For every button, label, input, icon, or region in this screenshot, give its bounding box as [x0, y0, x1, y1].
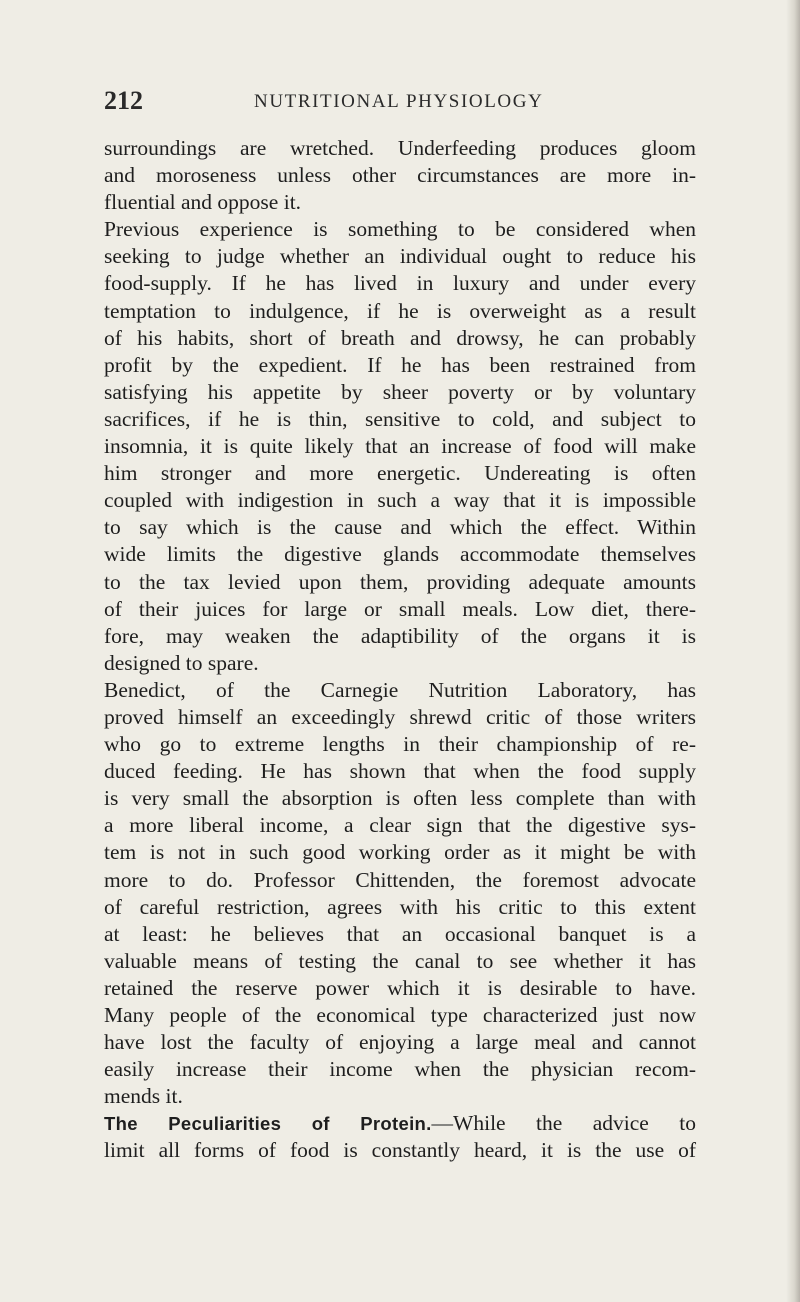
text-line: a more liberal income, a clear sign that the digestive sys- — [104, 813, 696, 838]
text-line: and moroseness unless other circumstances are more in- — [104, 163, 696, 188]
text-line: insomnia, it is quite likely that an increase of food will make — [104, 434, 696, 459]
text-line: of their juices for large or small meals. Low diet, there- — [104, 596, 696, 621]
text-line: Benedict, of the Carnegie Nutrition Laboratory, has — [104, 677, 696, 702]
text-line: easily increase their income when the physician recom- — [104, 1057, 696, 1082]
text-line: surroundings are wretched. Underfeeding produces gloom — [104, 136, 696, 160]
text-line: Many people of the economical type characterized just now — [104, 1003, 696, 1027]
text-line: have lost the faculty of enjoying a large meal and cannot — [104, 1030, 696, 1055]
text-line: seeking to judge whether an individual ought to reduce his — [104, 244, 696, 269]
text-line: of careful restriction, agrees with his critic to this extent — [104, 894, 696, 919]
text-line: fore, may weaken the adaptibility of the organs it is — [104, 623, 696, 648]
text-line: valuable means of testing the canal to see whether it has — [104, 948, 696, 973]
text-line: is very small the absorption is often less complete than with — [104, 786, 696, 811]
text-line: temptation to indulgence, if he is overweight as a result — [104, 298, 696, 323]
section-heading-line — [104, 1110, 696, 1137]
running-title: NUTRITIONAL PHYSIOLOGY — [254, 91, 544, 112]
text-line: more to do. Professor Chittenden, the foremost advocate — [104, 867, 696, 892]
text-line: duced feeding. He has shown that when the food supply — [104, 759, 696, 784]
text-line: sacrifices, if he is thin, sensitive to cold, and subject to — [104, 406, 696, 431]
text-line: retained the reserve power which it is desirable to have. — [104, 975, 696, 1000]
text-line: designed to spare. — [104, 650, 259, 675]
text-line: tem is not in such good working order as it might be with — [104, 840, 696, 865]
body-text — [104, 135, 696, 1165]
text-line: to say which is the cause and which the effect. Within — [104, 515, 696, 540]
text-line: of his habits, short of breath and drowsy, he can probably — [104, 325, 696, 350]
page-edge-shadow — [786, 0, 800, 1302]
text-run: —While the advice to — [431, 1111, 696, 1136]
text-line: who go to extreme lengths in their championship of re- — [104, 732, 696, 757]
text-line: satisfying his appetite by sheer poverty or by voluntary — [104, 379, 696, 404]
text-line: food-supply. If he has lived in luxury and under every — [104, 271, 696, 296]
section-heading: The Peculiarities of Protein. — [104, 1113, 432, 1135]
text-line: wide limits the digestive glands accommodate themselves — [104, 542, 696, 567]
text-line: to the tax levied upon them, providing adequate amounts — [104, 569, 696, 594]
text-line: mends it. — [104, 1084, 183, 1109]
text-line: limit all forms of food is constantly heard, it is the use of — [104, 1138, 696, 1163]
text-line: coupled with indigestion in such a way that it is impossible — [104, 488, 696, 513]
text-line: him stronger and more energetic. Undereating is often — [104, 461, 696, 486]
page-number: 212 — [104, 86, 143, 115]
text-line: fluential and oppose it. — [104, 190, 302, 215]
text-line: profit by the expedient. If he has been restrained from — [104, 352, 696, 377]
text-line: at least: he believes that an occasional banquet is a — [104, 921, 696, 946]
running-head — [104, 86, 696, 120]
text-line: proved himself an exceedingly shrewd critic of those writers — [104, 704, 696, 729]
text-line: Previous experience is something to be considered when — [104, 217, 696, 242]
